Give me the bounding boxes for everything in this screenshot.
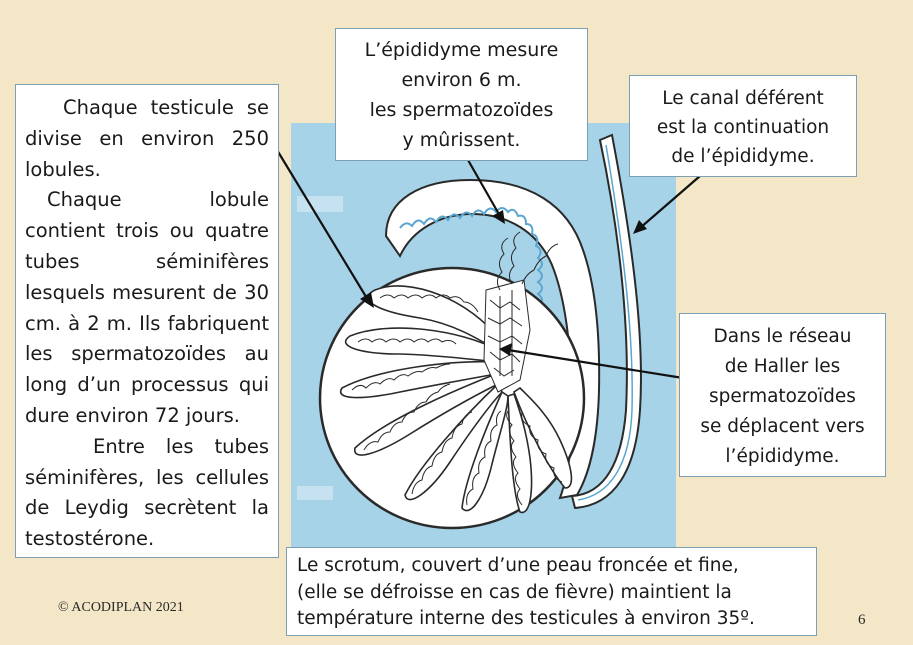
haller-line: l’épididyme. xyxy=(725,446,840,467)
testicule-text-box xyxy=(15,84,279,558)
page-number: 6 xyxy=(858,612,866,628)
haller-line: spermatozoïdes xyxy=(709,386,856,407)
lobule-paragraph: Chaque lobule contient trois ou quatre tubes séminifères lesquels mesurent de 30 cm. à 2 m. Ils fabriquent les spermatozoïdes au long d’un processus qui dure environ 72 jours. xyxy=(25,188,269,427)
haller-line: se déplacent vers xyxy=(700,416,865,437)
epididyme-line: environ 6 m. xyxy=(401,69,522,91)
canal-line: est la continuation xyxy=(656,117,830,138)
scrotum-mark-lower xyxy=(297,486,333,500)
canal-line: Le canal déférent xyxy=(662,88,824,109)
epididyme-line: L’épididyme mesure xyxy=(364,39,559,61)
scrotum-mark-upper xyxy=(297,196,343,212)
testicule-paragraph: Chaque testicule se divise en environ 250 lobules. xyxy=(25,96,269,181)
arrow-canal xyxy=(633,176,700,234)
epididyme-text-box xyxy=(335,28,588,161)
haller-line: Dans le réseau xyxy=(713,326,852,347)
scrotum-text-box xyxy=(286,547,817,636)
copyright-notice: © ACODIPLAN 2021 xyxy=(58,600,184,615)
canal-deferent-text-box xyxy=(629,75,857,177)
reseau-haller-text-box xyxy=(679,313,886,477)
epididyme-line: y mûrissent. xyxy=(402,129,521,151)
haller-line: de Haller les xyxy=(724,356,841,377)
scrotum-line: (elle se défroisse en cas de fièvre) maintient la xyxy=(297,581,732,603)
arrow-testicule xyxy=(277,150,374,308)
scrotum-line: température interne des testicules à environ 35º. xyxy=(297,608,755,629)
scrotum-line: Le scrotum, couvert d’une peau froncée et fine, xyxy=(297,555,739,576)
canal-line: de l’épididyme. xyxy=(671,146,815,167)
epididyme-line: les spermatozoïdes xyxy=(369,99,554,121)
leydig-paragraph: Entre les tubes séminifères, les cellules de Leydig secrètent la testostérone. xyxy=(25,434,269,551)
